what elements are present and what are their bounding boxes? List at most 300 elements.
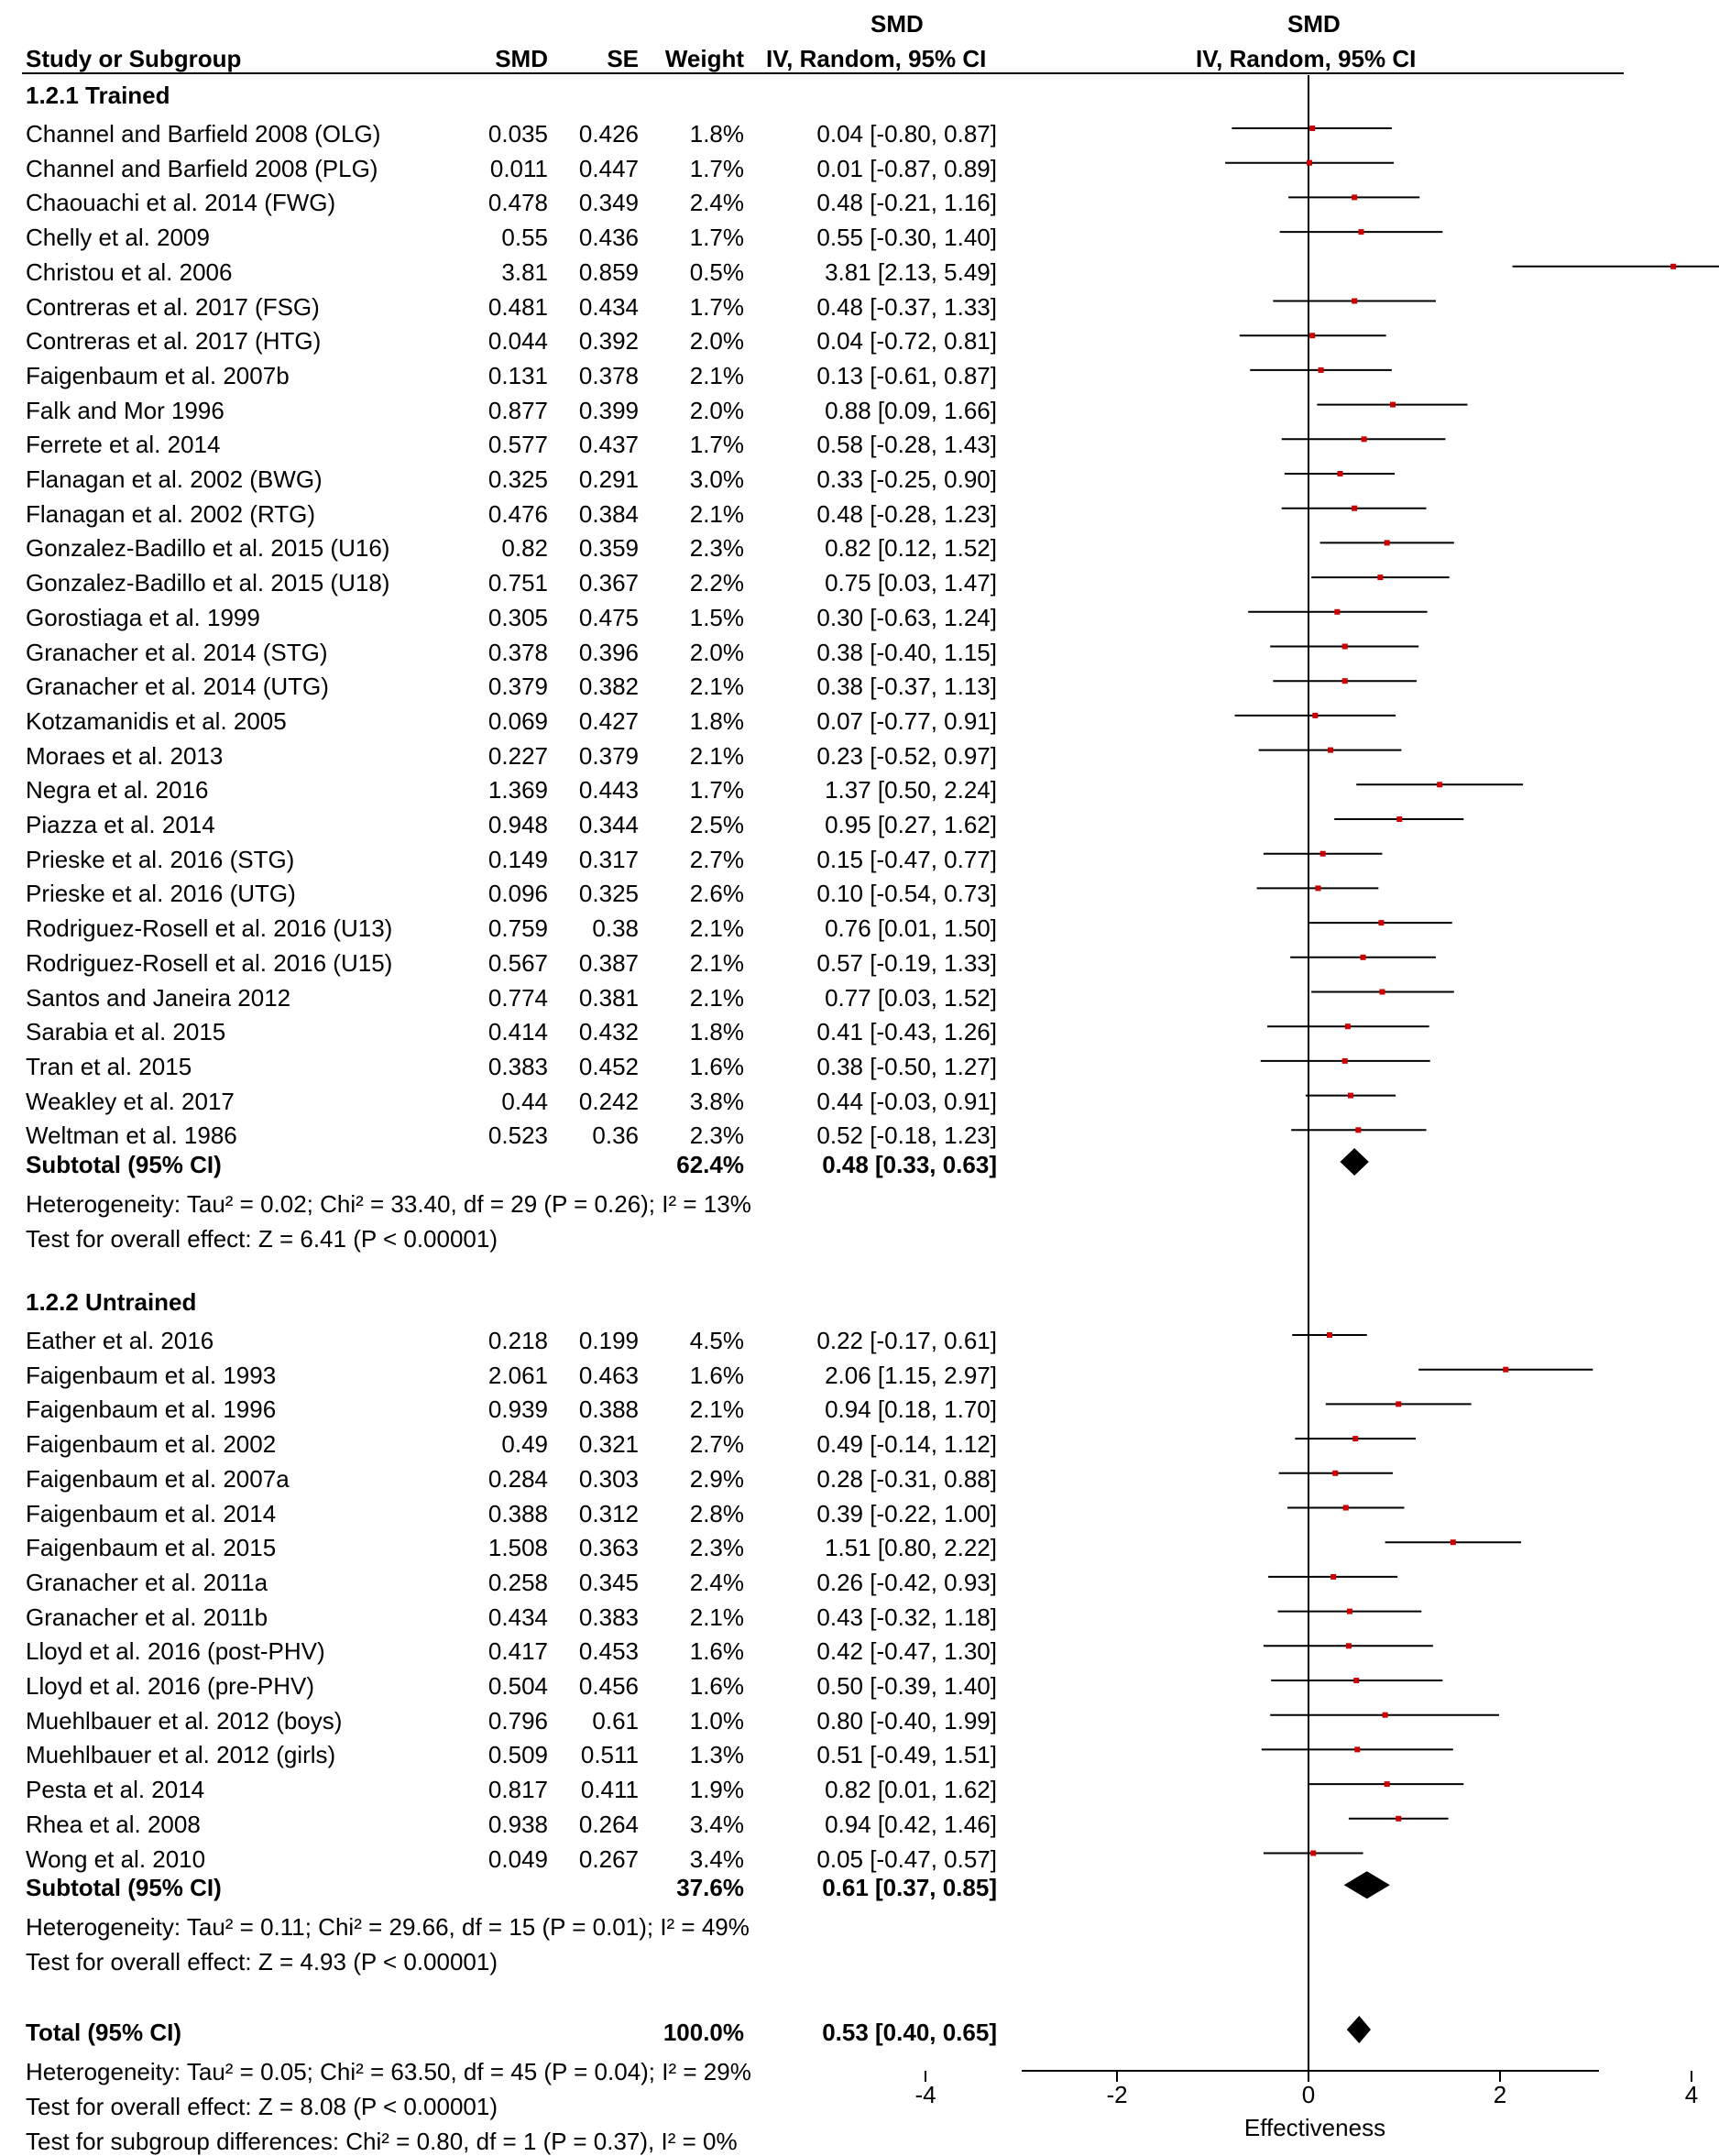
study-se: 0.383 <box>578 1603 639 1631</box>
total-ci: 0.53 [0.40, 0.65] <box>822 2019 997 2046</box>
header-plot-bottom: IV, Random, 95% CI <box>1196 45 1417 72</box>
study-weight: 2.7% <box>689 845 744 873</box>
study-smd: 0.096 <box>487 880 548 908</box>
study-smd: 0.55 <box>501 224 548 252</box>
study-ci: 0.76 [0.01, 1.50] <box>825 914 997 943</box>
study-se: 0.452 <box>578 1052 639 1080</box>
study-ci: 0.52 [-0.18, 1.23] <box>816 1122 997 1150</box>
study-name: Chelly et al. 2009 <box>26 224 210 252</box>
study-ci: 0.15 [-0.47, 0.77] <box>816 845 997 873</box>
study-weight: 2.1% <box>689 1395 744 1424</box>
study-se: 0.388 <box>578 1395 639 1424</box>
study-point <box>1362 436 1367 442</box>
study-name: Rhea et al. 2008 <box>26 1810 201 1838</box>
study-name: Contreras et al. 2017 (HTG) <box>26 327 322 356</box>
study-point <box>1377 575 1383 580</box>
study-point <box>1352 506 1357 511</box>
study-se: 0.359 <box>578 534 639 563</box>
study-point <box>1307 160 1312 166</box>
study-se: 0.321 <box>578 1430 639 1459</box>
study-smd: 0.258 <box>487 1568 548 1596</box>
study-se: 0.443 <box>578 776 639 804</box>
study-name: Sarabia et al. 2015 <box>26 1018 226 1046</box>
study-point <box>1332 1471 1338 1476</box>
study-se: 0.363 <box>578 1534 639 1562</box>
study-smd: 0.149 <box>487 845 548 873</box>
study-smd: 0.481 <box>487 292 548 321</box>
study-weight: 2.5% <box>689 811 744 838</box>
study-point <box>1670 264 1676 269</box>
study-point <box>1342 678 1348 684</box>
subtotal-diamond <box>1340 1148 1368 1176</box>
study-se: 0.437 <box>578 431 639 459</box>
study-smd: 0.49 <box>501 1430 548 1459</box>
header-smd: SMD <box>495 45 548 72</box>
overall-effect-text: Test for overall effect: Z = 4.93 (P < 0.00001) <box>26 1948 498 1976</box>
subtotal-ci: 0.48 [0.33, 0.63] <box>822 1151 997 1178</box>
study-point <box>1342 1058 1348 1064</box>
study-name: Weakley et al. 2017 <box>26 1087 235 1115</box>
study-se: 0.345 <box>578 1568 639 1596</box>
study-ci: 1.37 [0.50, 2.24] <box>825 776 997 804</box>
study-name: Faigenbaum et al. 2007b <box>26 361 290 389</box>
subtotal-weight: 37.6% <box>676 1874 744 1902</box>
study-smd: 0.284 <box>487 1464 548 1493</box>
study-se: 0.859 <box>578 257 639 286</box>
study-point <box>1358 229 1363 235</box>
study-weight: 1.7% <box>689 431 744 459</box>
study-se: 0.392 <box>578 327 639 356</box>
subtotal-diamond <box>1344 1871 1390 1899</box>
study-weight: 2.3% <box>689 534 744 563</box>
study-point <box>1342 644 1348 650</box>
overall-effect-text: Test for overall effect: Z = 6.41 (P < 0.00001) <box>26 1225 498 1253</box>
subtotal-weight: 62.4% <box>676 1151 744 1178</box>
study-smd: 0.325 <box>487 465 548 493</box>
study-weight: 1.7% <box>689 292 744 321</box>
study-weight: 1.8% <box>689 706 744 735</box>
study-name: Faigenbaum et al. 2007a <box>26 1464 290 1493</box>
study-name: Flanagan et al. 2002 (BWG) <box>26 465 323 493</box>
study-point <box>1385 1781 1390 1787</box>
study-weight: 1.6% <box>689 1052 744 1080</box>
study-ci: 0.41 [-0.43, 1.26] <box>816 1018 997 1046</box>
study-name: Wong et al. 2010 <box>26 1844 206 1873</box>
study-name: Contreras et al. 2017 (FSG) <box>26 292 320 321</box>
study-smd: 0.751 <box>487 569 548 597</box>
study-name: Granacher et al. 2011b <box>26 1603 268 1631</box>
x-axis-label: Effectiveness <box>1243 2114 1386 2141</box>
study-point <box>1383 1713 1388 1718</box>
study-point <box>1385 540 1390 545</box>
study-weight: 3.4% <box>689 1810 744 1838</box>
study-se: 0.436 <box>578 224 639 252</box>
x-tick-label: 0 <box>1301 2081 1316 2108</box>
study-ci: 0.58 [-0.28, 1.43] <box>816 431 997 459</box>
study-smd: 0.378 <box>487 638 548 666</box>
study-smd: 0.44 <box>501 1087 548 1115</box>
header-weight: Weight <box>664 45 744 72</box>
study-point <box>1378 920 1384 925</box>
subtotal-label: Subtotal (95% CI) <box>26 1151 222 1178</box>
study-weight: 2.1% <box>689 948 744 977</box>
study-name: Lloyd et al. 2016 (pre-PHV) <box>26 1672 315 1700</box>
study-point <box>1319 367 1324 373</box>
study-smd: 0.938 <box>487 1810 548 1838</box>
subtotal-label: Subtotal (95% CI) <box>26 1874 222 1902</box>
study-weight: 3.4% <box>689 1844 744 1873</box>
study-name: Muehlbauer et al. 2012 (boys) <box>26 1706 343 1735</box>
study-weight: 2.4% <box>689 189 744 217</box>
heterogeneity-text: Heterogeneity: Tau² = 0.11; Chi² = 29.66, df = 15 (P = 0.01); I² = 49% <box>26 1913 750 1942</box>
study-name: Muehlbauer et al. 2012 (girls) <box>26 1741 336 1769</box>
study-se: 0.396 <box>578 638 639 666</box>
study-point <box>1346 1643 1352 1648</box>
study-se: 0.325 <box>578 880 639 908</box>
study-weight: 2.0% <box>689 327 744 356</box>
study-point <box>1390 402 1396 408</box>
study-se: 0.381 <box>578 983 639 1012</box>
study-smd: 0.82 <box>501 534 548 563</box>
study-smd: 0.414 <box>487 1018 548 1046</box>
study-name: Faigenbaum et al. 1996 <box>26 1395 277 1424</box>
total-weight: 100.0% <box>662 2019 744 2046</box>
x-tick-label: -4 <box>914 2081 936 2108</box>
study-weight: 1.9% <box>689 1776 744 1804</box>
study-point <box>1348 1093 1353 1099</box>
study-se: 0.38 <box>592 914 639 943</box>
study-ci: 0.22 [-0.17, 0.61] <box>816 1327 997 1354</box>
study-name: Christou et al. 2006 <box>26 257 233 286</box>
study-point <box>1345 1023 1351 1029</box>
study-weight: 2.6% <box>689 880 744 908</box>
study-weight: 1.6% <box>689 1637 744 1666</box>
study-point <box>1312 713 1318 718</box>
study-se: 0.427 <box>578 706 639 735</box>
study-se: 0.291 <box>578 465 639 493</box>
study-point <box>1352 1436 1358 1441</box>
study-smd: 1.369 <box>487 776 548 804</box>
study-weight: 3.8% <box>689 1087 744 1115</box>
study-smd: 0.523 <box>487 1122 548 1150</box>
study-ci: 0.28 [-0.31, 0.88] <box>816 1464 997 1493</box>
study-se: 0.432 <box>578 1018 639 1046</box>
study-smd: 0.383 <box>487 1052 548 1080</box>
study-name: Lloyd et al. 2016 (post-PHV) <box>26 1637 325 1666</box>
study-ci: 0.43 [-0.32, 1.18] <box>816 1603 997 1631</box>
subgroup-differences-text: Test for subgroup differences: Chi² = 0.80, df = 1 (P = 0.37), I² = 0% <box>26 2128 738 2155</box>
study-smd: 0.434 <box>487 1603 548 1631</box>
study-ci: 3.81 [2.13, 5.49] <box>825 257 997 286</box>
study-weight: 1.7% <box>689 154 744 182</box>
study-ci: 0.38 [-0.50, 1.27] <box>816 1052 997 1080</box>
study-ci: 0.13 [-0.61, 0.87] <box>816 361 997 389</box>
header-ci-top: SMD <box>870 10 924 38</box>
study-se: 0.312 <box>578 1499 639 1527</box>
study-smd: 0.476 <box>487 499 548 528</box>
study-smd: 0.577 <box>487 431 548 459</box>
study-weight: 2.3% <box>689 1122 744 1150</box>
study-weight: 2.7% <box>689 1430 744 1459</box>
study-name: Ferrete et al. 2014 <box>26 431 221 459</box>
study-ci: 0.04 [-0.80, 0.87] <box>816 120 997 148</box>
study-se: 0.303 <box>578 1464 639 1493</box>
study-se: 0.447 <box>578 154 639 182</box>
study-point <box>1451 1539 1456 1545</box>
study-weight: 2.1% <box>689 361 744 389</box>
study-weight: 2.0% <box>689 396 744 424</box>
study-point <box>1334 609 1340 615</box>
study-weight: 1.8% <box>689 1018 744 1046</box>
study-weight: 0.5% <box>689 257 744 286</box>
study-ci: 0.33 [-0.25, 0.90] <box>816 465 997 493</box>
study-ci: 0.57 [-0.19, 1.33] <box>816 948 997 977</box>
study-point <box>1320 851 1326 857</box>
study-point <box>1361 955 1366 960</box>
study-point <box>1327 1332 1332 1338</box>
study-ci: 1.51 [0.80, 2.22] <box>825 1534 997 1562</box>
study-ci: 0.39 [-0.22, 1.00] <box>816 1499 997 1527</box>
study-name: Negra et al. 2016 <box>26 776 209 804</box>
study-point <box>1396 1401 1401 1406</box>
study-name: Moraes et al. 2013 <box>26 741 224 770</box>
study-se: 0.379 <box>578 741 639 770</box>
study-se: 0.456 <box>578 1672 639 1700</box>
study-se: 0.434 <box>578 292 639 321</box>
study-ci: 0.82 [0.01, 1.62] <box>825 1776 997 1804</box>
study-smd: 0.035 <box>487 120 548 148</box>
study-ci: 0.04 [-0.72, 0.81] <box>816 327 997 356</box>
study-smd: 0.939 <box>487 1395 548 1424</box>
study-se: 0.511 <box>580 1741 639 1769</box>
study-smd: 0.417 <box>487 1637 548 1666</box>
study-point <box>1315 885 1320 891</box>
study-smd: 0.774 <box>487 983 548 1012</box>
study-smd: 0.796 <box>487 1706 548 1735</box>
study-se: 0.36 <box>592 1122 639 1150</box>
total-overall-effect-text: Test for overall effect: Z = 8.08 (P < 0.00001) <box>26 2093 498 2120</box>
study-smd: 0.218 <box>487 1327 548 1354</box>
study-ci: 0.23 [-0.52, 0.97] <box>816 741 997 770</box>
study-se: 0.242 <box>578 1087 639 1115</box>
study-name: Faigenbaum et al. 2015 <box>26 1534 277 1562</box>
study-point <box>1396 816 1402 822</box>
study-name: Granacher et al. 2014 (UTG) <box>26 673 329 701</box>
study-weight: 3.0% <box>689 465 744 493</box>
study-smd: 2.061 <box>487 1361 548 1389</box>
header-se: SE <box>607 45 639 72</box>
study-weight: 2.9% <box>689 1464 744 1493</box>
study-ci: 0.05 [-0.47, 0.57] <box>816 1844 997 1873</box>
study-name: Channel and Barfield 2008 (OLG) <box>26 120 381 148</box>
study-smd: 0.011 <box>489 154 548 182</box>
study-ci: 0.88 [0.09, 1.66] <box>825 396 997 424</box>
study-ci: 0.51 [-0.49, 1.51] <box>816 1741 997 1769</box>
study-name: Kotzamanidis et al. 2005 <box>26 706 287 735</box>
study-se: 0.384 <box>578 499 639 528</box>
study-ci: 2.06 [1.15, 2.97] <box>825 1361 997 1389</box>
study-ci: 0.38 [-0.37, 1.13] <box>816 673 997 701</box>
study-weight: 2.1% <box>689 673 744 701</box>
header-ci-bottom: IV, Random, 95% CI <box>766 45 987 72</box>
study-se: 0.399 <box>578 396 639 424</box>
study-weight: 2.1% <box>689 741 744 770</box>
study-ci: 0.01 [-0.87, 0.89] <box>816 154 997 182</box>
study-point <box>1330 1574 1336 1580</box>
study-ci: 0.95 [0.27, 1.62] <box>825 811 997 838</box>
study-ci: 0.48 [-0.37, 1.33] <box>816 292 997 321</box>
study-point <box>1309 126 1315 131</box>
header-study: Study or Subgroup <box>26 45 242 72</box>
study-se: 0.463 <box>578 1361 639 1389</box>
study-smd: 0.044 <box>487 327 548 356</box>
study-name: Tran et al. 2015 <box>26 1052 192 1080</box>
total-diamond <box>1347 2016 1371 2043</box>
study-ci: 0.75 [0.03, 1.47] <box>825 569 997 597</box>
study-weight: 1.8% <box>689 120 744 148</box>
study-ci: 0.82 [0.12, 1.52] <box>825 534 997 563</box>
study-weight: 1.6% <box>689 1361 744 1389</box>
study-point <box>1347 1609 1352 1614</box>
study-weight: 2.0% <box>689 638 744 666</box>
study-smd: 0.049 <box>487 1844 548 1873</box>
study-ci: 0.44 [-0.03, 0.91] <box>816 1087 997 1115</box>
study-smd: 0.877 <box>487 396 548 424</box>
study-se: 0.199 <box>578 1327 639 1354</box>
study-point <box>1353 1678 1359 1683</box>
study-name: Falk and Mor 1996 <box>26 396 224 424</box>
study-se: 0.387 <box>578 948 639 977</box>
study-se: 0.367 <box>578 569 639 597</box>
study-name: Eather et al. 2016 <box>26 1327 214 1354</box>
study-ci: 0.55 [-0.30, 1.40] <box>816 224 997 252</box>
study-weight: 2.1% <box>689 914 744 943</box>
study-smd: 0.478 <box>487 189 548 217</box>
study-point <box>1328 748 1333 753</box>
study-weight: 2.1% <box>689 1603 744 1631</box>
study-smd: 0.504 <box>487 1672 548 1700</box>
study-se: 0.382 <box>578 673 639 701</box>
x-tick-label: -2 <box>1106 2081 1128 2108</box>
group-title: 1.2.2 Untrained <box>26 1288 197 1316</box>
study-smd: 1.508 <box>487 1534 548 1562</box>
study-name: Santos and Janeira 2012 <box>26 983 291 1012</box>
study-smd: 0.509 <box>487 1741 548 1769</box>
study-smd: 0.069 <box>487 706 548 735</box>
study-smd: 3.81 <box>501 257 548 286</box>
total-label: Total (95% CI) <box>26 2019 181 2046</box>
x-tick-label: 4 <box>1684 2081 1699 2108</box>
study-weight: 2.1% <box>689 499 744 528</box>
study-name: Gorostiaga et al. 1999 <box>26 603 260 631</box>
study-weight: 1.0% <box>689 1706 744 1735</box>
study-name: Rodriguez-Rosell et al. 2016 (U15) <box>26 948 393 977</box>
group-title: 1.2.1 Trained <box>26 82 170 109</box>
study-ci: 0.48 [-0.28, 1.23] <box>816 499 997 528</box>
study-weight: 2.8% <box>689 1499 744 1527</box>
study-se: 0.378 <box>578 361 639 389</box>
total-heterogeneity-text: Heterogeneity: Tau² = 0.05; Chi² = 63.50, df = 45 (P = 0.04); I² = 29% <box>26 2058 751 2085</box>
study-weight: 1.7% <box>689 776 744 804</box>
study-smd: 0.388 <box>487 1499 548 1527</box>
study-point <box>1310 1851 1316 1856</box>
study-name: Gonzalez-Badillo et al. 2015 (U16) <box>26 534 390 563</box>
study-name: Granacher et al. 2011a <box>26 1568 268 1596</box>
study-weight: 2.1% <box>689 983 744 1012</box>
study-se: 0.411 <box>580 1776 639 1804</box>
study-weight: 2.4% <box>689 1568 744 1596</box>
study-se: 0.267 <box>578 1844 639 1873</box>
study-point <box>1337 471 1342 476</box>
study-weight: 2.2% <box>689 569 744 597</box>
study-ci: 0.10 [-0.54, 0.73] <box>816 880 997 908</box>
study-name: Faigenbaum et al. 1993 <box>26 1361 277 1389</box>
study-point <box>1352 299 1357 304</box>
heterogeneity-text: Heterogeneity: Tau² = 0.02; Chi² = 33.40, df = 29 (P = 0.26); I² = 13% <box>26 1190 751 1218</box>
study-se: 0.426 <box>578 120 639 148</box>
study-ci: 0.48 [-0.21, 1.16] <box>816 189 997 217</box>
study-name: Prieske et al. 2016 (UTG) <box>26 880 296 908</box>
study-ci: 0.94 [0.18, 1.70] <box>825 1395 997 1424</box>
study-se: 0.61 <box>592 1706 639 1735</box>
study-weight: 2.3% <box>689 1534 744 1562</box>
study-point <box>1396 1816 1401 1822</box>
study-point <box>1343 1505 1349 1511</box>
study-name: Flanagan et al. 2002 (RTG) <box>26 499 316 528</box>
study-name: Weltman et al. 1986 <box>26 1122 237 1150</box>
study-smd: 0.567 <box>487 948 548 977</box>
study-ci: 0.38 [-0.40, 1.15] <box>816 638 997 666</box>
study-smd: 0.227 <box>487 741 548 770</box>
subtotal-ci: 0.61 [0.37, 0.85] <box>822 1874 997 1902</box>
study-se: 0.317 <box>578 845 639 873</box>
study-name: Piazza et al. 2014 <box>26 811 215 838</box>
study-ci: 0.26 [-0.42, 0.93] <box>816 1568 997 1596</box>
study-ci: 0.80 [-0.40, 1.99] <box>816 1706 997 1735</box>
study-point <box>1352 194 1357 200</box>
study-se: 0.349 <box>578 189 639 217</box>
study-name: Chaouachi et al. 2014 (FWG) <box>26 189 336 217</box>
study-point <box>1379 990 1385 995</box>
study-name: Prieske et al. 2016 (STG) <box>26 845 295 873</box>
study-name: Channel and Barfield 2008 (PLG) <box>26 154 378 182</box>
study-se: 0.453 <box>578 1637 639 1666</box>
study-name: Faigenbaum et al. 2002 <box>26 1430 277 1459</box>
study-point <box>1354 1746 1360 1752</box>
study-smd: 0.131 <box>487 361 548 389</box>
study-smd: 0.305 <box>487 603 548 631</box>
study-point <box>1355 1127 1361 1133</box>
study-weight: 4.5% <box>689 1327 744 1354</box>
study-name: Granacher et al. 2014 (STG) <box>26 638 328 666</box>
study-ci: 0.30 [-0.63, 1.24] <box>816 603 997 631</box>
study-ci: 0.77 [0.03, 1.52] <box>825 983 997 1012</box>
study-ci: 0.49 [-0.14, 1.12] <box>816 1430 997 1459</box>
study-ci: 0.94 [0.42, 1.46] <box>825 1810 997 1838</box>
study-point <box>1309 333 1315 338</box>
study-weight: 1.5% <box>689 603 744 631</box>
study-se: 0.344 <box>578 811 639 838</box>
study-smd: 0.379 <box>487 673 548 701</box>
study-name: Gonzalez-Badillo et al. 2015 (U18) <box>26 569 390 597</box>
study-se: 0.475 <box>578 603 639 631</box>
study-ci: 0.50 [-0.39, 1.40] <box>816 1672 997 1700</box>
study-ci: 0.07 [-0.77, 0.91] <box>816 706 997 735</box>
x-tick-label: 2 <box>1493 2081 1507 2108</box>
study-name: Rodriguez-Rosell et al. 2016 (U13) <box>26 914 393 943</box>
study-point <box>1437 782 1442 787</box>
study-smd: 0.948 <box>487 811 548 838</box>
